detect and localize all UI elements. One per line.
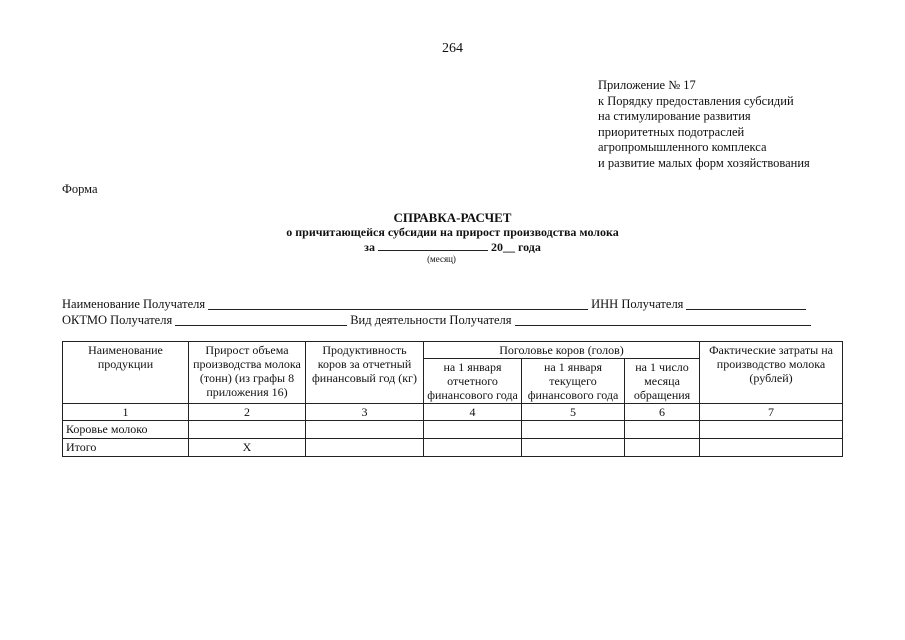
oktmo-field[interactable] xyxy=(175,313,347,326)
appendix-line: и развитие малых форм хозяйствования xyxy=(598,155,810,170)
table-cell[interactable] xyxy=(424,421,522,439)
header-livestock-jan-reporting: на 1 января отчетного финансового года xyxy=(424,359,522,404)
activity-label: Вид деятельности Получателя xyxy=(350,313,512,327)
column-number: 5 xyxy=(522,404,625,421)
column-number: 6 xyxy=(625,404,700,421)
table-cell[interactable] xyxy=(700,421,843,439)
period-line xyxy=(0,239,905,254)
period-year: 20__ года xyxy=(490,240,541,254)
appendix-line: на стимулирование развития xyxy=(598,109,751,123)
header-livestock-group: Поголовье коров (голов) xyxy=(424,342,700,359)
page-number: 264 xyxy=(442,41,463,56)
table-cell[interactable] xyxy=(522,439,625,457)
inn-label: ИНН Получателя xyxy=(591,297,684,311)
header-actual-costs: Фактические затраты на производство молока (рублей) xyxy=(700,342,843,404)
month-hint: (месяц) xyxy=(427,254,456,264)
table-cell[interactable] xyxy=(424,439,522,457)
recipient-name-label: Наименование Получателя xyxy=(62,297,206,311)
header-row xyxy=(63,342,843,359)
row-name: Коровье молоко xyxy=(63,421,189,439)
table-cell[interactable] xyxy=(625,421,700,439)
header-livestock-month: на 1 число месяца обращения xyxy=(625,359,700,404)
table-cell[interactable] xyxy=(306,421,424,439)
form-label: Форма xyxy=(62,182,98,196)
column-number: 1 xyxy=(63,404,189,421)
table-row xyxy=(63,439,843,457)
recipient-name-field[interactable] xyxy=(208,297,588,310)
table-cell[interactable] xyxy=(625,439,700,457)
table-cell[interactable] xyxy=(189,421,306,439)
activity-field[interactable] xyxy=(515,313,811,326)
row-name: Итого xyxy=(63,439,189,457)
column-number: 7 xyxy=(700,404,843,421)
header-livestock-jan-current: на 1 января текущего финансового года xyxy=(522,359,625,404)
title-subtitle: о причитающейся субсидии на прирост производства молока xyxy=(286,225,619,239)
month-blank[interactable] xyxy=(378,239,488,251)
table-cell[interactable] xyxy=(306,439,424,457)
header-product-name: Наименование продукции xyxy=(63,342,189,404)
table-row xyxy=(63,421,843,439)
table-cell: Х xyxy=(189,439,306,457)
appendix-line: приоритетных подотраслей xyxy=(598,124,745,139)
table-cell[interactable] xyxy=(522,421,625,439)
column-number: 4 xyxy=(424,404,522,421)
header-milk-growth: Прирост объема производства молока (тонн) (из графы 8 приложения 16) xyxy=(189,342,306,404)
column-number: 2 xyxy=(189,404,306,421)
header-productivity: Продуктивность коров за отчетный финансовый год (кг) xyxy=(306,342,424,404)
table-cell[interactable] xyxy=(700,439,843,457)
column-number: 3 xyxy=(306,404,424,421)
title-main: СПРАВКА-РАСЧЕТ xyxy=(393,210,512,225)
recipient-line xyxy=(62,297,809,312)
inn-field[interactable] xyxy=(686,297,806,310)
column-number-row xyxy=(63,404,843,421)
oktmo-label: ОКТМО Получателя xyxy=(62,313,173,327)
appendix-line: агропромышленного комплекса xyxy=(598,140,767,154)
appendix-block xyxy=(598,78,810,171)
calculation-table xyxy=(62,341,843,457)
document-title xyxy=(0,210,905,265)
oktmo-line xyxy=(62,313,814,328)
appendix-line: к Порядку предоставления субсидий xyxy=(598,93,794,108)
period-prefix: за xyxy=(364,240,375,254)
appendix-line: Приложение № 17 xyxy=(598,78,696,92)
